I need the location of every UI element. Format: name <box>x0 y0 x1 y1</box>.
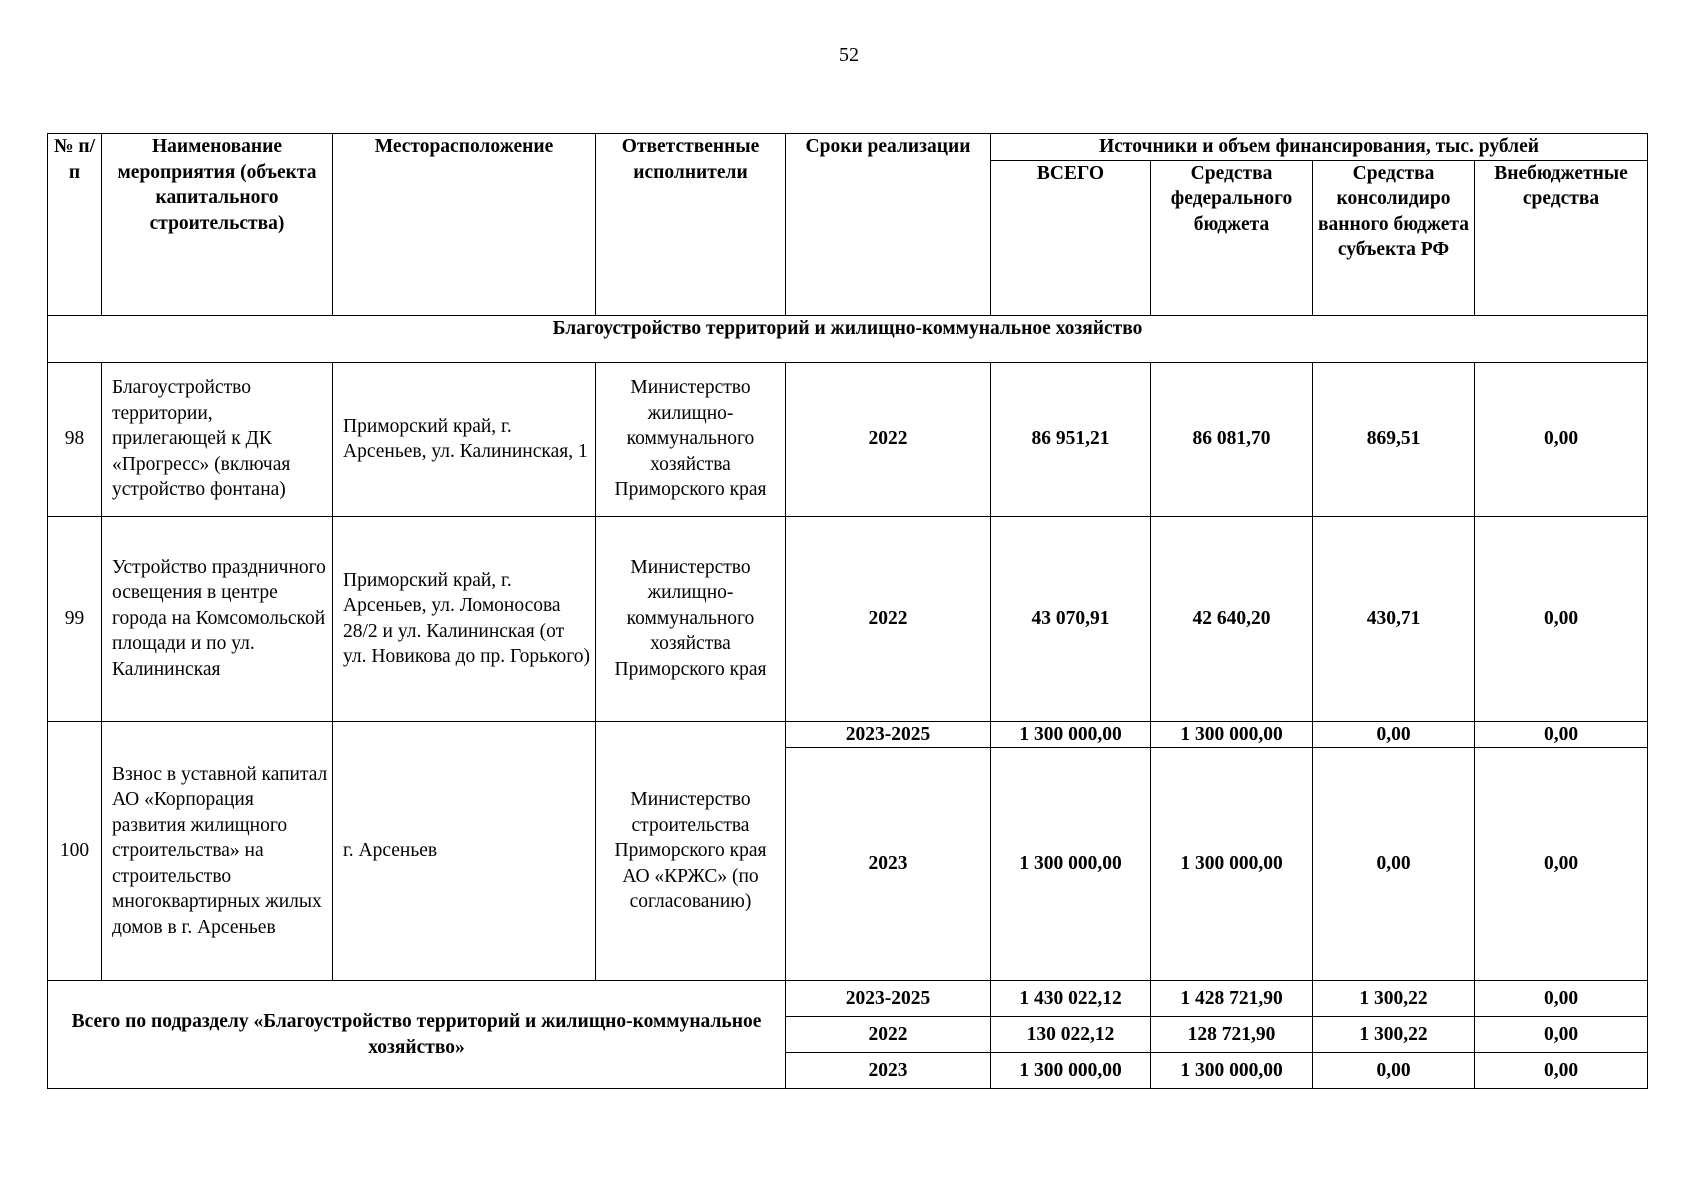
totals-regional: 0,00 <box>1313 1053 1475 1089</box>
row-extra: 0,00 <box>1475 748 1648 981</box>
row-total: 86 951,21 <box>991 362 1151 516</box>
header-row <box>48 134 1648 161</box>
header-name: Наименование мероприятия (объекта капитального строительства) <box>102 134 333 316</box>
totals-total: 130 022,12 <box>991 1017 1151 1053</box>
row-federal: 86 081,70 <box>1151 362 1313 516</box>
totals-row <box>48 981 1648 1017</box>
row-responsible: Министерство строительства Приморского края АО «КРЖС» (по согласованию) <box>596 721 786 981</box>
header-funding-group: Источники и объем финансирования, тыс. рублей <box>991 134 1648 161</box>
row-name: Устройство праздничного освещения в центре города на Комсомольской площади и по ул. Калининская <box>102 516 333 721</box>
totals-regional: 1 300,22 <box>1313 1017 1475 1053</box>
totals-total: 1 430 022,12 <box>991 981 1151 1017</box>
header-location: Месторасположение <box>333 134 596 316</box>
header-total: ВСЕГО <box>991 160 1151 315</box>
row-name: Взнос в уставной капитал АО «Корпорация развития жилищного строительства» на строительство многоквартирных жилых домов в г. Арсеньев <box>102 721 333 981</box>
row-extra: 0,00 <box>1475 721 1648 748</box>
row-responsible: Министерство жилищно-коммунального хозяйства Приморского края <box>596 362 786 516</box>
row-federal: 1 300 000,00 <box>1151 748 1313 981</box>
row-location: Приморский край, г. Арсеньев, ул. Ломоносова 28/2 и ул. Калининская (от ул. Новикова до пр. Горького) <box>333 516 596 721</box>
totals-period: 2023-2025 <box>786 981 991 1017</box>
row-total: 1 300 000,00 <box>991 748 1151 981</box>
section-title: Благоустройство территорий и жилищно-коммунальное хозяйство <box>48 315 1648 362</box>
totals-regional: 1 300,22 <box>1313 981 1475 1017</box>
row-regional: 0,00 <box>1313 748 1475 981</box>
totals-federal: 128 721,90 <box>1151 1017 1313 1053</box>
row-regional: 869,51 <box>1313 362 1475 516</box>
table-row <box>48 362 1648 516</box>
row-location: г. Арсеньев <box>333 721 596 981</box>
header-num: № п/п <box>48 134 102 316</box>
totals-total: 1 300 000,00 <box>991 1053 1151 1089</box>
totals-label: Всего по подразделу «Благоустройство территорий и жилищно-коммунальное хозяйство» <box>48 981 786 1089</box>
row-location: Приморский край, г. Арсеньев, ул. Калининская, 1 <box>333 362 596 516</box>
row-period: 2022 <box>786 516 991 721</box>
header-extra: Внебюджетные средства <box>1475 160 1648 315</box>
row-regional: 430,71 <box>1313 516 1475 721</box>
table-row <box>48 516 1648 721</box>
row-regional: 0,00 <box>1313 721 1475 748</box>
financing-table <box>47 133 1648 1089</box>
totals-period: 2023 <box>786 1053 991 1089</box>
row-num: 99 <box>48 516 102 721</box>
totals-extra: 0,00 <box>1475 1053 1648 1089</box>
row-federal: 42 640,20 <box>1151 516 1313 721</box>
row-total: 43 070,91 <box>991 516 1151 721</box>
row-num: 98 <box>48 362 102 516</box>
totals-extra: 0,00 <box>1475 981 1648 1017</box>
row-total: 1 300 000,00 <box>991 721 1151 748</box>
row-period: 2023 <box>786 748 991 981</box>
totals-period: 2022 <box>786 1017 991 1053</box>
totals-extra: 0,00 <box>1475 1017 1648 1053</box>
row-num: 100 <box>48 721 102 981</box>
totals-federal: 1 300 000,00 <box>1151 1053 1313 1089</box>
row-extra: 0,00 <box>1475 516 1648 721</box>
table-row <box>48 721 1648 748</box>
header-regional: Средства консолидиро ванного бюджета субъекта РФ <box>1313 160 1475 315</box>
section-row <box>48 315 1648 362</box>
row-name: Благоустройство территории, прилегающей к ДК «Прогресс» (включая устройство фонтана) <box>102 362 333 516</box>
totals-federal: 1 428 721,90 <box>1151 981 1313 1017</box>
row-extra: 0,00 <box>1475 362 1648 516</box>
header-federal: Средства федерального бюджета <box>1151 160 1313 315</box>
row-period: 2023-2025 <box>786 721 991 748</box>
header-period: Сроки реализации <box>786 134 991 316</box>
row-period: 2022 <box>786 362 991 516</box>
row-federal: 1 300 000,00 <box>1151 721 1313 748</box>
header-responsible: Ответственные исполнители <box>596 134 786 316</box>
row-responsible: Министерство жилищно-коммунального хозяйства Приморского края <box>596 516 786 721</box>
page-number: 52 <box>839 44 859 66</box>
